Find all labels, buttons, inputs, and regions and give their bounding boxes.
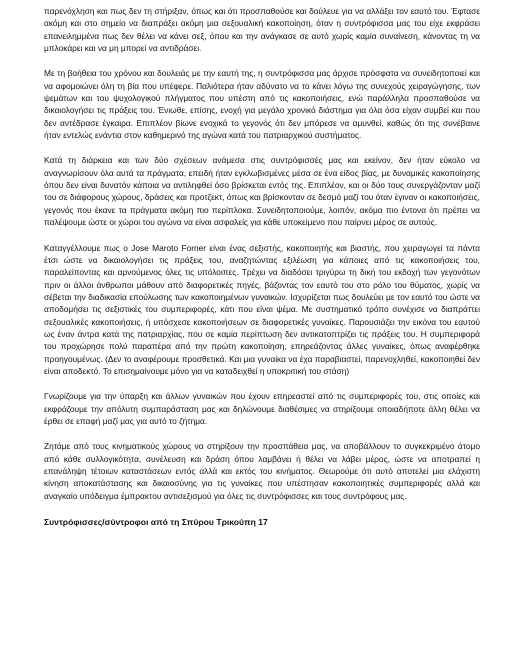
paragraph-2: Με τη βοήθεια του χρόνου και δουλειάς με την εαυτή της, η συντρόφισσα μας άρχισε πρόσφατα να συνειδητοποιεί και να αφομοιώνει όλη τη βία που υπέφερε. Παλιότερα ήταν αδύνατο να το κάνει λόγω της συνεχούς χειραγώγησης, των ψεμάτων και του ψυχολογικού πλήγματος που υπέστη από τις κακοποιήσεις, ενώ παράλληλα προσπαθούσε να δικαιολογήσει τις πράξεις του. Ένιωθε, επίσης, ενοχή για μεγάλο χρονικό διάστημα για όλα όσα είχαν συμβεί και που δεν αντέδρασε έγκαιρα. Επιπλέον βίωνε ενοχικά το γεγονός ότι δεν μπόρεσε να αμυνθεί, καθώς ότι της συνέβαινε ήταν εντελώς ενάντια στον καθημερινό της αγώνα κατά του πατριαρχικού συστήματος.: [44, 68, 480, 141]
signature: Συντρόφισσες/σύντροφοι από τη Σπύρου Τρικούπη 17: [44, 517, 268, 528]
paragraph-6: Ζητάμε από τους κινηματικούς χώρους να στηρίξουν την προσπάθεια μας, να αποβάλλουν το συγκεκριμένο άτομο από κάθε συλλογικότητα, συνέλευση και δράση όπου λαμβάνει ή θέλει να λάβει μέρος, ώστε να αποτραπεί η επανάληψη τέτοιων καταστάσεων εντός αλλά και εκτός του κινήματος. Θεωρούμε ότι αυτό αποτελεί μια ελάχιστη κίνηση αποκατάστασης και δικαιοσύνης για τις γυναίκες που υπέστησαν κακοποιητικές συμπεριφορές αλλά και αναγκαίο υπόδειγμα έμπρακτου αντισεξισμού για όλες τις συντρόφισσες και τους συντρόφους μας.: [44, 441, 480, 501]
paragraph-3: Κατά τη διάρκεια και των δύο σχέσεων ανάμεσα στις συντρόφισσές μας και εκείνον, δεν ήταν εύκολο να αναγνωρίσουν όλα αυτά τα πράγματα, επειδή ήταν εγκλωβισμένες μέσα σε ένα είδος βίας, με δυναμικές κακοποίησης όπου δεν είναι δυνατόν κάποια να αντιληφθεί όσο βρίσκεται εντός της. Επιπλέον, και οι δύο τους συνεργάζονταν μαζί του σε διάφορους χώρους, δράσεις και προτζεκτ, όπως και βρίσκονταν σε δεσμό μαζί του όταν έγιναν οι κακοποιήσεις, γεγονός που έκανε τα πράγματα ακόμη πιο περίπλοκα. Συνειδητοποιούμε, λοιπόν, ακόμα πιο έντονα ότι πρέπει να παλέψουμε ώστε οι χώροι του αγώνα να είναι ασφαλείς για κάθε υποκείμενο που παίρνει μέρος σε αυτούς.: [44, 155, 480, 228]
paragraph-4: Καταγγέλλουμε πως ο Jose Maroto Forner είναι ένας σεξιστής, κακοποιητής και βιαστής, που χειραγωγεί τα πάντα έτσι ώστε να δικαιολογήσει τις πράξεις του, αναζητώντας εξιλέωση για κάποιες από τις κακοποιήσεις του, παραλείποντας και αρνούμενος όλες τις υπόλοιπες. Τρέχει να διαδόσει τριγύρω τη δική του εκδοχή των γεγονότων πριν οι άλλοι άνθρωποι μάθουν από διαφορετικές πηγές, βάζοντας τον εαυτό του στο ρόλο του θύματος, χωρίς να σέβεται την διαδικασία επούλωσης των κακοποιημένων γυναικών. Ισχυρίζεται πως δουλεύει με τον εαυτό του ώστε να αποδομήσει τις σεξιστικές του συμπεριφορές, κάτι που είναι ψέμα. Με συστηματικό τρόπο συνέχισε να διαπράττει σεξουαλικές κακοποιήσεις, ή υπόσχεσε κακοποιήσεων σε διαφορετικές γυναίκες. Παρουσιάζει την εικόνα του εαυτού ως έναν άντρα κατά της πατριαρχίας, που σε καμία περίπτωση δεν αντικατοπτρίζει τις πράξεις του. Η συμπεριφορά του προχώρησε πολύ παραπέρα από την πρώτη κακοποίηση, επηρεάζοντας άλλες γυναίκες, όπως αναφέρθηκε προηγουμένως. (Δεν το αναφέρουμε προσθετικά. Και μια γυναίκα να έχα παραβιαστεί, παρενοχληθεί, κακοποιηθεί δεν είναι αποδεκτό. Το επισημαίνουμε μόνο για να καταδειχθεί η υποκριτική του στάση): [44, 242, 480, 376]
paragraph-5: Γνωρίζουμε για την ύπαρξη και άλλων γυναικών που έχουν επηρεαστεί από τις συμπεριφορές του, στις οποίες και εκφράζουμε την απόλυτη συμπαράσταση μας και δηλώνουμε διαθέσιμες να στηρίξουμε οποιαδήποτε άλλη θέλει να έρθει σε επαφή μαζί μας για αυτό το ζήτημα.: [44, 391, 480, 426]
paragraph-1: παρενόχληση και πως δεν τη στήριξαν, όπως και ότι προσπαθούσε και δούλευε για να αλλάξει τον εαυτό του. Έφτασε ακόμη και στο σημείο να διαπράξει ακόμη μια σεξουαλική κακοποίηση, όταν η συντρόφισσα μας του είχε εκφράσει επανειλημμένα πως δεν θέλει να κάνει σεξ, όπου και την ανάγκασε σε αυτό χωρίς καμία συναίνεση, κάνοντας τη να μπλοκάρει και να μη μπορεί να αντιδράσει.: [44, 6, 480, 54]
